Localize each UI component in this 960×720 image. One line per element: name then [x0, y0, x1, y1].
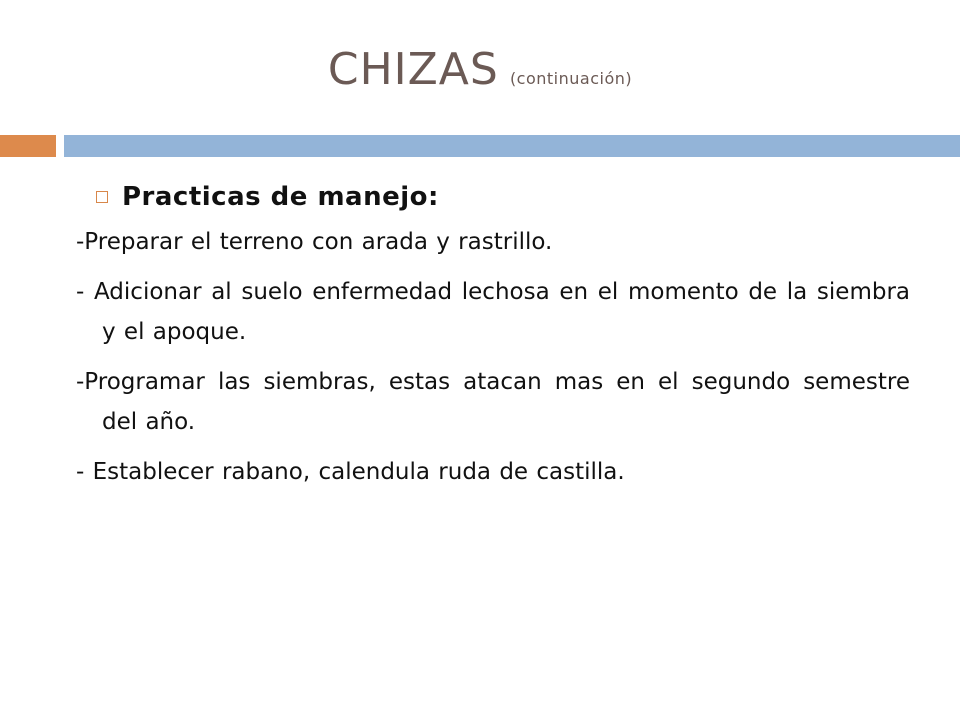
slide-title [0, 44, 960, 95]
slide-content [76, 182, 910, 502]
title-main: CHIZAS [327, 44, 499, 95]
bullet-heading-text: Practicas de manejo: [122, 182, 439, 212]
content-item-2: - Adicionar al suelo enfermedad lechosa en el momento de la siembra y el apoque. [76, 279, 910, 345]
bullet-heading [96, 182, 910, 212]
square-bullet-icon [96, 191, 108, 203]
title-subtitle: (continuación) [509, 69, 633, 88]
accent-bar-blue [64, 135, 960, 157]
content-item-1: -Preparar el terreno con arada y rastrillo. [76, 229, 553, 255]
content-item-3: -Programar las siembras, estas atacan mas en el segundo semestre del año. [76, 369, 910, 435]
accent-bar-orange [0, 135, 56, 157]
content-item-4: - Establecer rabano, calendula ruda de castilla. [76, 459, 625, 485]
